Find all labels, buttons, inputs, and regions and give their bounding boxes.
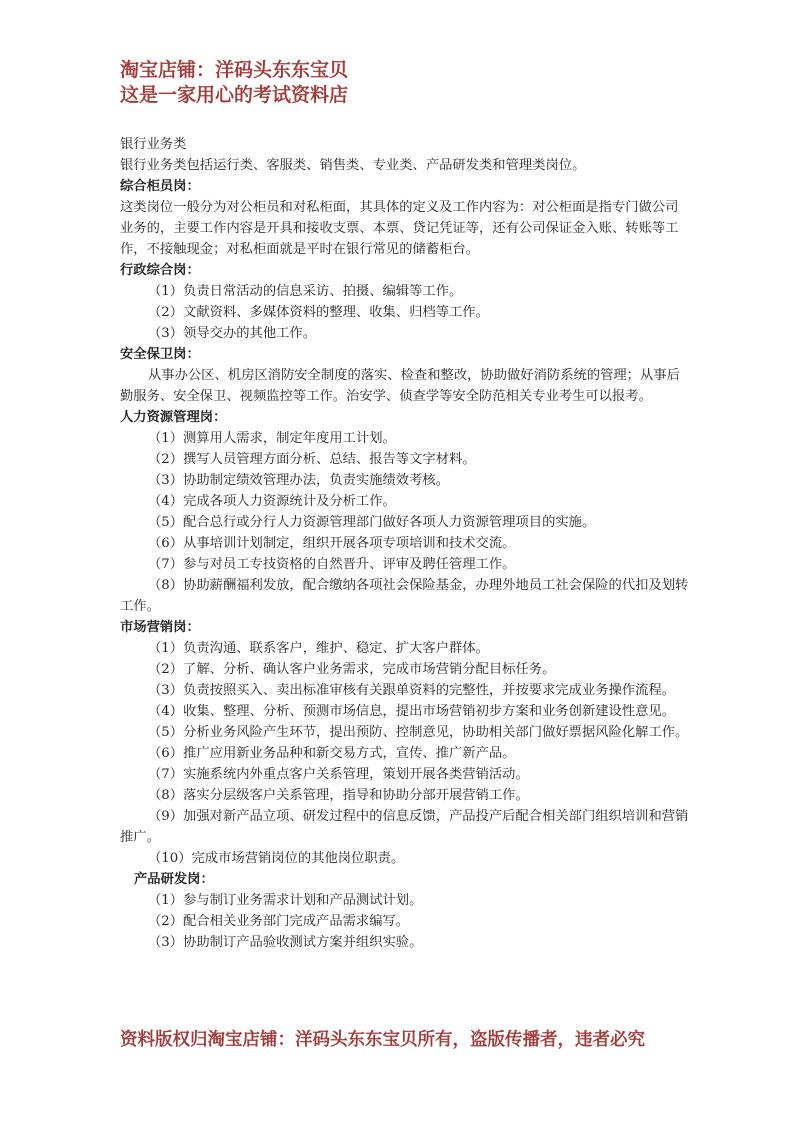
list-item: （1）负责日常活动的信息采访、拍摄、编辑等工作。 — [148, 284, 463, 299]
list-item: （9）加强对新产品立项、研发过程中的信息反馈，产品投产后配合相关部门组织培训和营销推广。 — [120, 809, 689, 845]
list-item: （5）配合总行或分行人力资源管理部门做好各项人力资源管理项目的实施。 — [148, 515, 596, 530]
list-item: （3）协助制定绩效管理办法，负责实施绩效考核。 — [148, 473, 449, 488]
shop-slogan: 这是一家用心的考试资料店 — [120, 84, 349, 106]
list-item: （2）了解、分析、确认客户业务需求，完成市场营销分配目标任务。 — [148, 662, 556, 677]
list-item: （4）完成各项人力资源统计及分析工作。 — [148, 494, 396, 509]
list-item: （4）收集、整理、分析、预测市场信息，提出市场营销初步方案和业务创新建设性意见。 — [148, 704, 676, 719]
section-text-security: 从事办公区、机房区消防安全制度的落实、检查和整改，协助做好消防系统的管理；从事后勤服务、安全保卫、视频监控等工作。治安学、侦查学等安全防范相关专业考生可以报考。 — [120, 368, 680, 404]
list-item: （7）参与对员工专技资格的自然晋升、评审及聘任管理工作。 — [148, 557, 516, 572]
intro-block — [120, 134, 690, 176]
section-text-counter: 这类岗位一般分为对公柜员和对私柜面，其具体的定义及工作内容为：对公柜面是指专门做公司业务的，主要工作内容是开具和接收支票、本票、贷记凭证等，还有公司保证金入账、转账等工作，不接触现金；对私柜面就是平时在银行常见的储蓄柜台。 — [120, 200, 679, 257]
copyright-notice: 资料版权归淘宝店铺：洋码头东东宝贝所有，盗版传播者，违者必究 — [120, 1030, 645, 1050]
section-heading-counter: 综合柜员岗： — [120, 179, 200, 194]
list-item: （2）配合相关业务部门完成产品需求编写。 — [148, 914, 410, 929]
list-item: （2）文献资料、多媒体资料的整理、收集、归档等工作。 — [148, 305, 489, 320]
list-item: （3）领导交办的其他工作。 — [148, 326, 317, 341]
list-item: （3）协助制订产品验收测试方案并组织实验。 — [148, 935, 423, 950]
section-heading-hr: 人力资源管理岗： — [120, 410, 227, 425]
list-item: （10）完成市场营销岗位的其他岗位职责。 — [148, 851, 405, 866]
list-item: （1）参与制订业务需求计划和产品测试计划。 — [148, 893, 423, 908]
category-summary: 银行业务类包括运行类、客服类、销售类、专业类、产品研发类和管理类岗位。 — [120, 158, 586, 173]
list-item: （7）实施系统内外重点客户关系管理，策划开展各类营销活动。 — [148, 767, 529, 782]
list-item: （8）协助薪酬福利发放，配合缴纳各项社会保险基金，办理外地员工社会保险的代扣及划转工作。 — [120, 578, 689, 614]
document-page — [120, 58, 690, 953]
section-heading-marketing: 市场营销岗： — [120, 620, 200, 635]
section-heading-security: 安全保卫岗： — [120, 347, 200, 362]
category-title: 银行业务类 — [120, 137, 187, 152]
section-heading-admin: 行政综合岗： — [120, 263, 200, 278]
list-item: （6）从事培训计划制定，组织开展各项专项培训和技术交流。 — [148, 536, 516, 551]
list-item: （3）负责按照买入、卖出标准审核有关跟单资料的完整性，并按要求完成业务操作流程。 — [148, 683, 676, 698]
list-item: （6）推广应用新业务品种和新交易方式，宣传、推广新产品。 — [148, 746, 516, 761]
shop-title: 淘宝店铺：洋码头东东宝贝 — [120, 59, 349, 81]
list-item: （8）落实分层级客户关系管理，指导和协助分部开展营销工作。 — [148, 788, 529, 803]
list-item: （1）测算用人需求，制定年度用工计划。 — [148, 431, 396, 446]
list-item: （1）负责沟通、联系客户，维护、稳定、扩大客户群体。 — [148, 641, 489, 656]
list-item: （2）撰写人员管理方面分析、总结、报告等文字材料。 — [148, 452, 476, 467]
list-item: （5）分析业务风险产生环节，提出预防、控制意见，协助相关部门做好票据风险化解工作。 — [148, 725, 689, 740]
section-heading-product: 产品研发岗： — [134, 872, 214, 887]
